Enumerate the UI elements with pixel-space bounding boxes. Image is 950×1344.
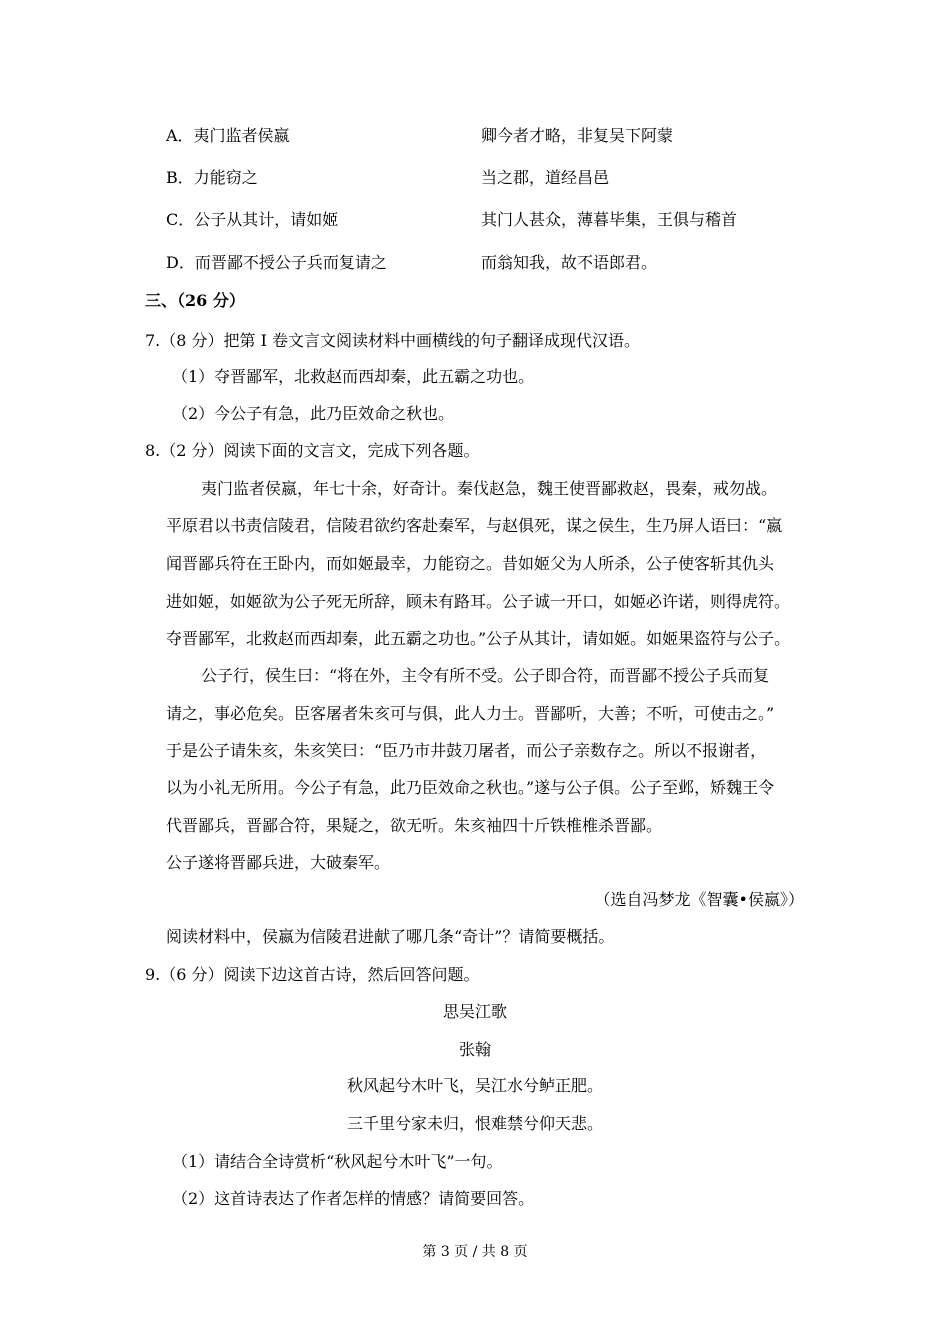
question-8-prompt: 阅读材料中，侯嬴为信陵君进献了哪几条“奇计”？请简要概括。 [166, 927, 615, 946]
question-9-item-1: （1）请结合全诗赏析“秋风起兮木叶飞”一句。 [172, 1152, 503, 1171]
passage-line: 闻晋鄙兵符在王卧内，而如姬最幸，力能窃之。昔如姬父为人所杀，公子使客斩其仇头 [166, 554, 775, 573]
poem-title: 思吴江歌 [442, 1002, 507, 1021]
question-8-stem: 8.（2 分）阅读下面的文言文，完成下列各题。 [145, 441, 480, 460]
question-7-item-1: （1）夺晋鄙军，北救赵而西却秦，此五霸之功也。 [172, 367, 535, 386]
poem-line: 三千里兮家未归，恨难禁兮仰天悲。 [346, 1114, 603, 1133]
passage-line: 代晋鄙兵，晋鄙合符，果疑之，欲无听。朱亥袖四十斤铁椎椎杀晋鄙。 [166, 816, 663, 835]
poem-author: 张翰 [458, 1040, 491, 1059]
passage-line: 夺晋鄙军，北救赵而西却秦，此五霸之功也。”公子从其计，请如姬。如姬果盗符与公子。 [166, 629, 791, 648]
section-heading: 三、（26 分） [145, 291, 245, 310]
option-a-right: 卿今者才略，非复吴下阿蒙 [481, 126, 674, 145]
option-c-left: C．公子从其计，请如姬 [166, 210, 339, 229]
question-7-item-2: （2）今公子有急，此乃臣效命之秋也。 [172, 404, 455, 423]
passage-line: 平原君以书责信陵君，信陵君欲约客赴秦军，与赵俱死，谋之侯生，生乃屏人语曰：“嬴 [166, 516, 783, 535]
passage-line: 请之，事必危矣。臣客屠者朱亥可与俱，此人力士。晋鄙听，大善；不听，可使击之。” [166, 704, 775, 723]
passage-line: 于是公子请朱亥，朱亥笑曰：“臣乃市井鼓刀屠者，而公子亲数存之。所以不报谢者， [166, 741, 767, 760]
passage-line: 公子行，侯生曰：“将在外，主令有所不受。公子即合符，而晋鄙不授公子兵而复 [201, 666, 770, 685]
question-7-stem: 7.（8 分）把第 I 卷文言文阅读材料中画横线的句子翻译成现代汉语。 [145, 331, 641, 350]
question-9-stem: 9.（6 分）阅读下边这首古诗，然后回答问题。 [145, 965, 480, 984]
option-a-left: A．夷门监者侯嬴 [166, 126, 290, 145]
poem-line: 秋风起兮木叶飞，吴江水兮鲈正肥。 [346, 1076, 603, 1095]
page-footer: 第 3 页 / 共 8 页 [422, 1244, 528, 1260]
option-b-right: 当之郡，道经昌邑 [481, 168, 610, 187]
passage-line: 公子遂将晋鄙兵进，大破秦军。 [166, 853, 391, 872]
passage-line: 以为小礼无所用。今公子有急，此乃臣效命之秋也。”遂与公子俱。公子至邺，矫魏王令 [166, 778, 775, 797]
option-d-left: D．而晋鄙不授公子兵而复请之 [166, 253, 387, 272]
passage-line: 夷门监者侯嬴，年七十余，好奇计。秦伐赵急，魏王使晋鄙救赵，畏秦，戒勿战。 [201, 479, 778, 498]
passage-line: 进如姬，如姬欲为公子死无所辞，顾未有路耳。公子诚一开口，如姬必许诺，则得虎符。 [166, 592, 791, 611]
option-d-right: 而翁知我，故不语郎君。 [481, 253, 658, 272]
question-9-item-2: （2）这首诗表达了作者怎样的情感？请简要回答。 [172, 1189, 535, 1208]
passage-source: （选自冯梦龙《智囊•侯嬴》） [594, 890, 804, 909]
option-b-left: B．力能窃之 [166, 168, 258, 187]
option-c-right: 其门人甚众，薄暮毕集，王俱与稽首 [481, 210, 738, 229]
